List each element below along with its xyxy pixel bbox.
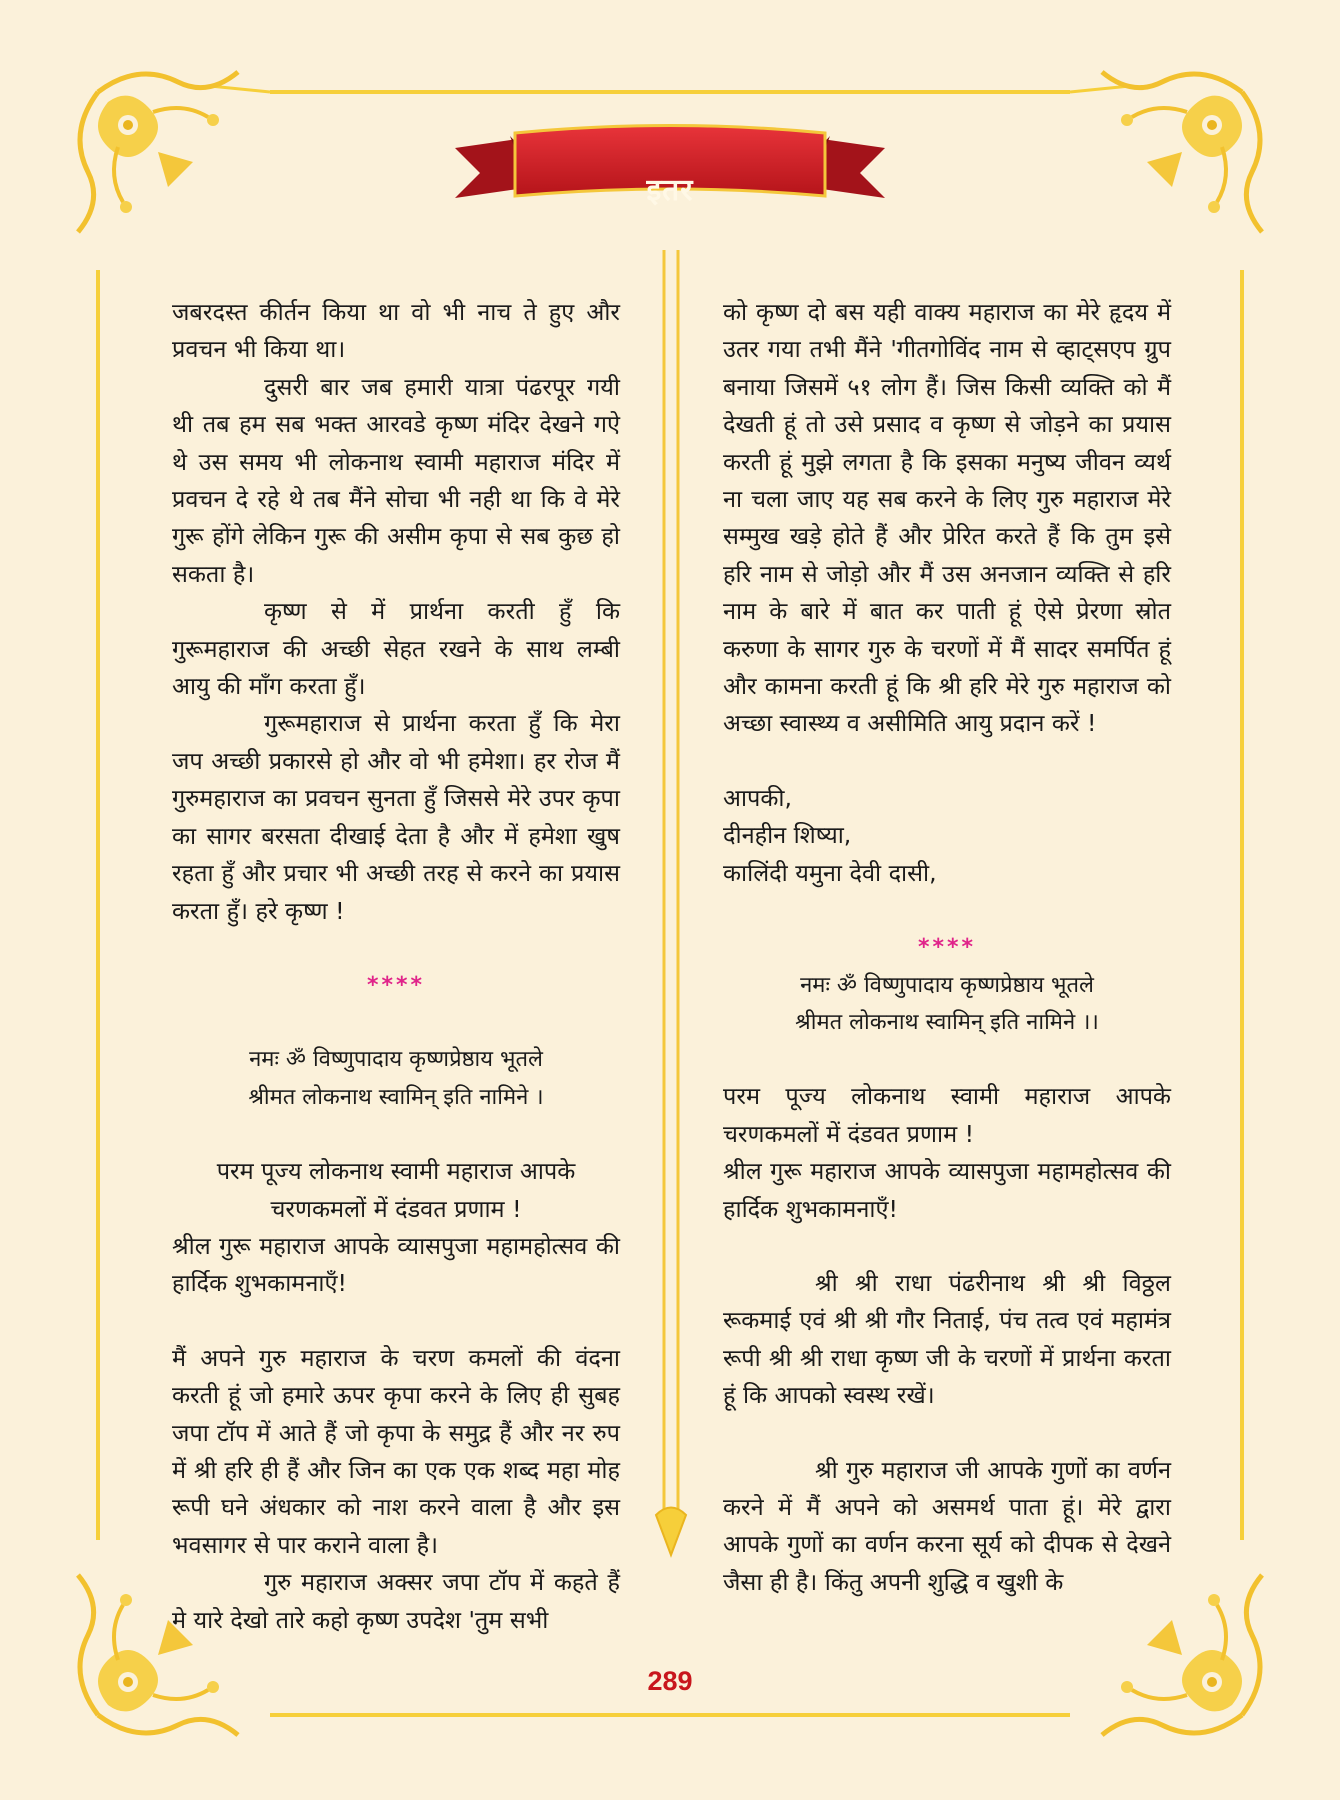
mantra-line: श्रीमत लोकनाथ स्वामिन् इति नामिने । (248, 1084, 544, 1110)
stars-separator: **** (366, 972, 426, 998)
signature-line: कालिंदी यमुना देवी दासी, (723, 858, 937, 887)
greeting-line: परम पूज्य लोकनाथ स्वामी महाराज आपके (216, 1157, 576, 1186)
greeting-line: श्रील गुरू महाराज आपके व्यासपुजा महामहोत्सव की हार्दिक शुभकामनाएँ! (723, 1157, 1171, 1223)
mantra-line: नमः ॐ विष्णुपादाय कृष्णप्रेष्ठाय भूतले (249, 1047, 543, 1073)
paragraph: श्री गुरु महाराज जी आपके गुणों का वर्णन करने में मैं अपने को असमर्थ पाता हूं। मेरे द्वारा आपके गुणों का वर्णन करना सूर्य को दीपक से देखने जैसा ही है। किंतु अपनी शुद्धि व खुशी के (723, 1455, 1171, 1596)
paragraph: दुसरी बार जब हमारी यात्रा पंढरपूर गयी थी तब हम सब भक्त आरवडे कृष्ण मंदिर देखने गऐ थे उस समय भी लोकनाथ स्वामी महाराज मंदिर में प्रवचन दे रहे थे तब मैंने सोचा भी नही था कि वे मेरे गुरू होंगे लेकिन गुरू की असीम कृपा से सब कुछ हो सकता है। (172, 372, 620, 588)
paragraph: को कृष्ण दो बस यही वाक्य महाराज का मेरे हृदय में उतर गया तभी मैंने 'गीतगोविंद नाम से व्हाट्सएप ग्रुप बनाया जिसमें ५१ लोग हैं। जिस किसी व्यक्ति को मैं देखती हूं तो उसे प्रसाद व कृष्ण से जोड़ने का प्रयास करती हूं मुझे लगता है कि इसका मनुष्य जीवन व्यर्थ ना चला जाए यह सब करने के लिए गुरु महाराज मेरे सम्मुख खड़े होते हैं और प्रेरित करते हैं कि तुम इसे हरि नाम से जोड़ो और मैं उस अनजान व्यक्ति से हरि नाम के बारे में बात कर पाती हूं ऐसे प्रेरणा स्रोत करुणा के सागर गुरु के चरणों में मैं सादर समर्पित हूं और कामना करती हूं कि श्री हरि मेरे गुरु महाराज को अच्छा स्वास्थ्य व असीमिति आयु प्रदान करें ! (723, 298, 1171, 738)
greeting-line: परम पूज्य लोकनाथ स्वामी महाराज आपके चरणकमलों में दंडवत प्रणाम ! (723, 1082, 1171, 1148)
paragraph: कृष्ण से में प्रार्थना करती हुँ कि गुरूमहाराज की अच्छी सेहत रखने के साथ लम्बी आयु की माँग करता हुँ। (172, 597, 620, 701)
paragraph: गुरूमहाराज से प्रार्थना करता हुँ कि मेरा जप अच्छी प्रकारसे हो और वो भी हमेशा। हर रोज मैं गुरुमहाराज का प्रवचन सुनता हुँ जिससे मेरे उपर कृपा का सागर बरसता दीखाई देता है और में हमेशा खुष रहता हुँ और प्रचार भी अच्छी तरह से करने का प्रयास करता हुँ। हरे कृष्ण ! (172, 709, 620, 925)
column-divider (648, 250, 694, 1600)
right-column (723, 294, 1171, 1601)
mantra-line: श्रीमत लोकनाथ स्वामिन् इति नामिने ।। (795, 1009, 1099, 1035)
paragraph: श्री श्री राधा पंढरीनाथ श्री श्री विठ्ठल रूकमाई एवं श्री श्री गौर निताई, पंच तत्व एवं महामंत्र रूपी श्री श्री राधा कृष्ण जी के चरणों में प्रार्थना करता हूं कि आपको स्वस्थ रखें। (723, 1268, 1171, 1410)
mantra-line: नमः ॐ विष्णुपादाय कृष्णप्रेष्ठाय भूतले (800, 972, 1094, 998)
paragraph: गुरु महाराज अक्सर जपा टॉप में कहते हैं मे यारे देखो तारे कहो कृष्ण उपदेश 'तुम सभी (172, 1568, 620, 1634)
page-number: 289 (647, 1666, 693, 1696)
signature-line: आपकी, (723, 783, 792, 812)
signature-line: दीनहीन शिष्या, (723, 821, 852, 850)
left-column (172, 294, 620, 1639)
greeting-line: चरणकमलों में दंडवत प्रणाम ! (270, 1194, 522, 1223)
stars-separator: **** (917, 935, 977, 961)
paragraph: मैं अपने गुरु महाराज के चरण कमलों की वंदना करती हूं जो हमारे ऊपर कृपा करने के लिए ही सुबह जपा टॉप में आते हैं जो कृपा के समुद्र हैं और नर रुप में श्री हरि ही हैं और जिन का एक एक शब्द महा मोह रूपी घने अंधकार को नाश करने वाला है और इस भवसागर से पार कराने वाला है। (172, 1343, 620, 1559)
paragraph: जबरदस्त कीर्तन किया था वो भी नाच ते हुए और प्रवचन भी किया था। (172, 298, 620, 364)
greeting-line: श्रील गुरू महाराज आपके व्यासपुजा महामहोत्सव की हार्दिक शुभकामनाएँ! (172, 1231, 620, 1298)
section-title: इतर (646, 173, 694, 208)
